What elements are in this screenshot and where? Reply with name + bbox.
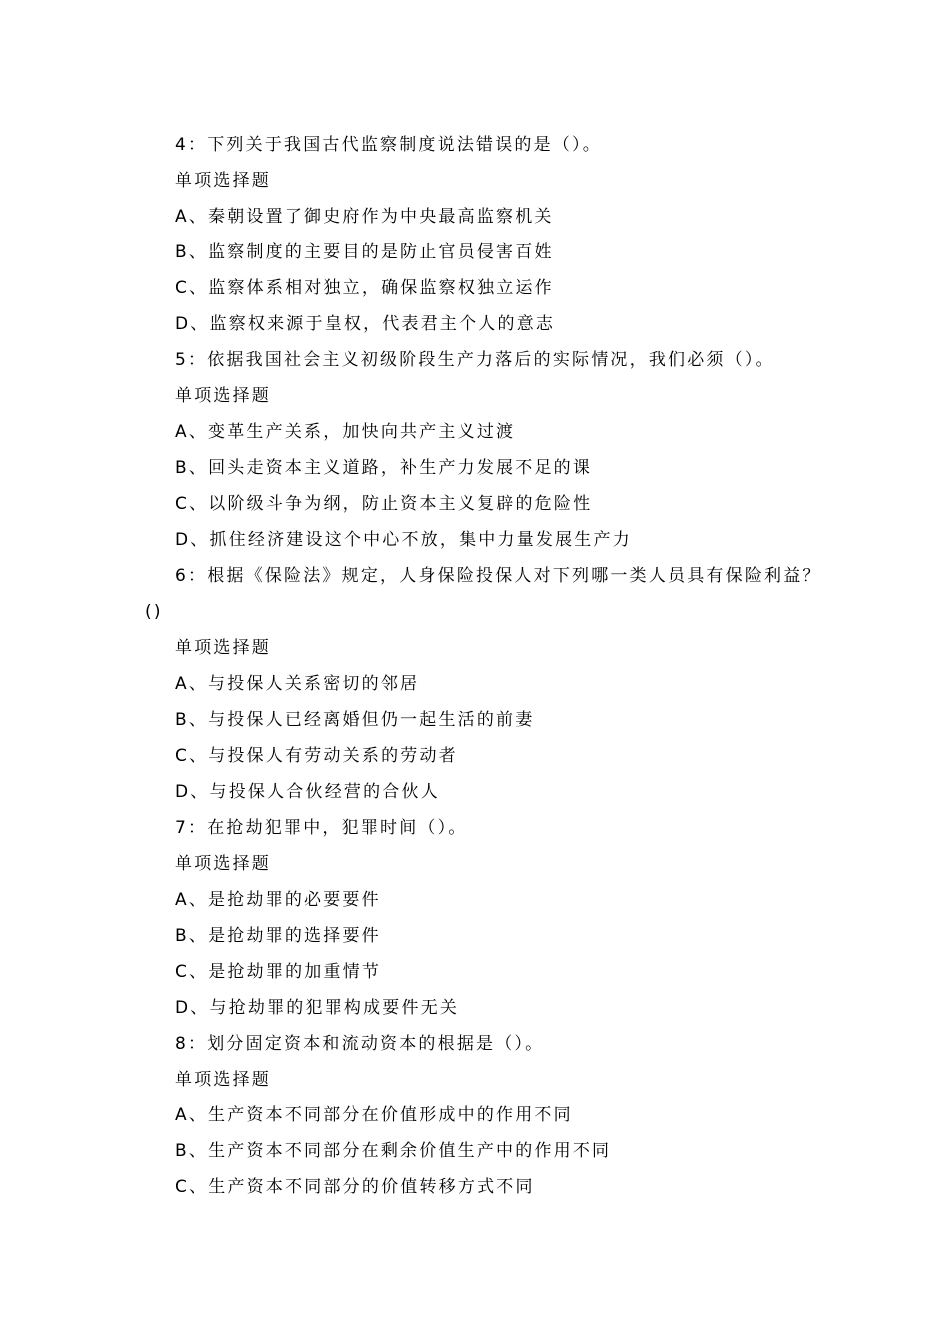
- option-c: C、是抢劫罪的加重情节: [175, 962, 382, 982]
- option-d: D、与投保人合伙经营的合伙人: [175, 782, 440, 802]
- question-type: 单项选择题: [175, 854, 271, 874]
- option-b: B、是抢劫罪的选择要件: [175, 926, 381, 946]
- option-d: D、监察权来源于皇权，代表君主个人的意志: [175, 314, 556, 334]
- option-c: C、生产资本不同部分的价值转移方式不同: [175, 1177, 535, 1197]
- option-a: A、与投保人关系密切的邻居: [175, 674, 420, 694]
- question-stem: 7：在抢劫犯罪中，犯罪时间（）。: [175, 818, 468, 838]
- question-stem-continuation: (): [145, 602, 163, 622]
- question-type: 单项选择题: [175, 386, 271, 406]
- question-stem: 4：下列关于我国古代监察制度说法错误的是（）。: [175, 135, 602, 155]
- question-type: 单项选择题: [175, 171, 271, 191]
- option-a: A、是抢劫罪的必要要件: [175, 890, 381, 910]
- option-a: A、变革生产关系，加快向共产主义过渡: [175, 422, 516, 442]
- option-a: A、生产资本不同部分在价值形成中的作用不同: [175, 1105, 573, 1125]
- option-c: C、与投保人有劳动关系的劳动者: [175, 746, 458, 766]
- option-b: B、回头走资本主义道路，补生产力发展不足的课: [175, 458, 593, 478]
- option-b: B、生产资本不同部分在剩余价值生产中的作用不同: [175, 1141, 612, 1161]
- option-b: B、与投保人已经离婚但仍一起生活的前妻: [175, 710, 535, 730]
- option-b: B、监察制度的主要目的是防止官员侵害百姓: [175, 242, 554, 262]
- question-type: 单项选择题: [175, 1070, 271, 1090]
- option-d: D、与抢劫罪的犯罪构成要件无关: [175, 998, 460, 1018]
- question-stem: 8：划分固定资本和流动资本的根据是（）。: [175, 1034, 545, 1054]
- option-a: A、秦朝设置了御史府作为中央最高监察机关: [175, 207, 554, 227]
- question-stem: 6：根据《保险法》规定，人身保险投保人对下列哪一类人员具有保险利益？: [175, 566, 822, 586]
- question-stem: 5：依据我国社会主义初级阶段生产力落后的实际情况，我们必须（）。: [175, 350, 775, 370]
- option-d: D、抓住经济建设这个中心不放，集中力量发展生产力: [175, 530, 632, 550]
- option-c: C、监察体系相对独立，确保监察权独立运作: [175, 278, 554, 298]
- option-c: C、以阶级斗争为纲，防止资本主义复辟的危险性: [175, 494, 593, 514]
- question-type: 单项选择题: [175, 638, 271, 658]
